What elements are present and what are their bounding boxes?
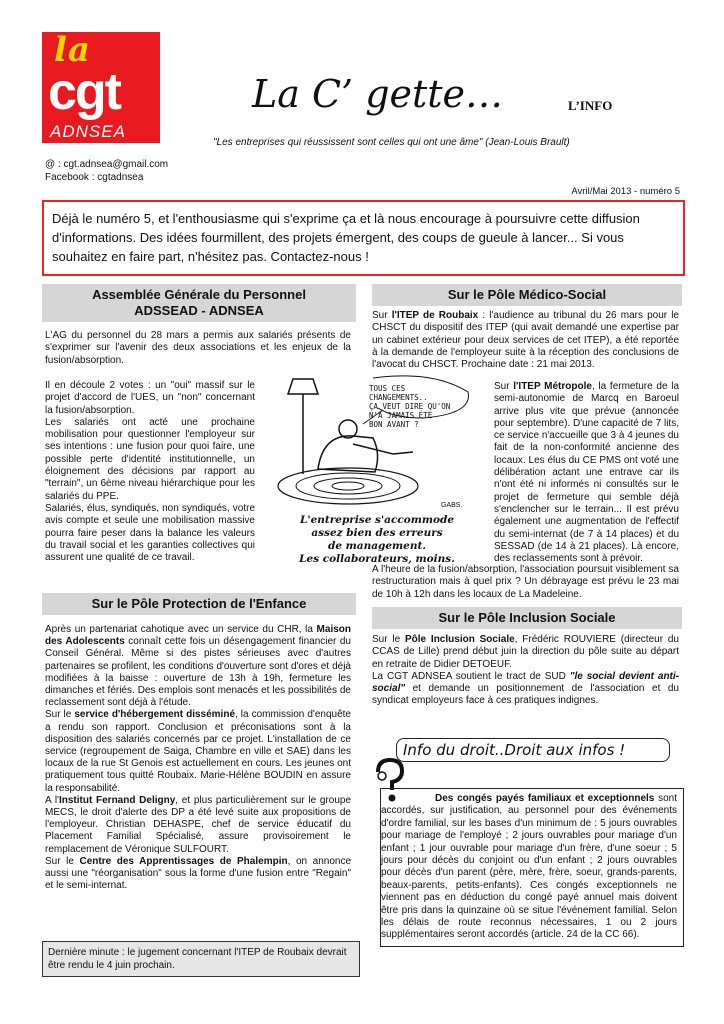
medico-body (372, 310, 679, 371)
enfance-paragraph: Sur le service d'hébergement disséminé, la commission d'enquête a rendu son rapport. Conclusion et préconisations sont à la disposition des salariés concernés par ce projet. L'installation de ce service (regroupement de Saiga, Chambre en ville et SAE) dans les locaux de la rue St Genois est actuellement en cours. Les jeunes ont pratiquement tous quitté Roubaix. Marie-Hélène BOUDIN en assure la responsabilité. (45, 709, 351, 794)
issue-date: Avril/Mai 2013 - numéro 5 (571, 186, 680, 197)
intro-box: Déjà le numéro 5, et l'enthousiasme qui s'exprime ça et là nous encourage à poursuivre cette diffusion d'informations. Des idées fourmillent, des projets émergent, des coups de gueule à lancer... Si vous souhaitez en faire part, n'hésitez pas. Contactez-nous ! (42, 200, 685, 276)
droit-header: Info du droit..Droit aux infos ! (396, 738, 670, 762)
ag-paragraph: Salariés, élus, syndiqués, non syndiqués, votre avis compte et seule une mobilisation massive pourra faire peser dans la balance les valeurs du travail social et les garanties collectives qui assurent une qualité de ce travail. (45, 502, 255, 564)
ag-body-narrow (45, 380, 255, 564)
ag-paragraph: Les salariés ont acté une prochaine mobilisation pour questionner l'employeur sur ses intentions : une fusion pour quoi faire, une possible perte d'identité institutionnelle, un éloignement des décisions par rapport au "terrain", un 6ème niveau hiérarchique pour les salariés du PPE. (45, 416, 255, 502)
medico-body-end (372, 564, 679, 601)
contact-facebook[interactable]: Facebook : cgtadnsea (45, 172, 144, 183)
inclusion-section-header: Sur le Pôle Inclusion Sociale (372, 607, 682, 629)
cgt-logo (42, 32, 160, 143)
last-minute-box: Dernière minute : le jugement concernant l'ITEP de Roubaix devrait être rendu le 4 juin prochain. (42, 941, 360, 977)
medico-section-header: Sur le Pôle Médico-Social (372, 284, 682, 306)
conges-text (381, 793, 677, 942)
conges-box (380, 788, 684, 947)
medico-paragraph: A l'heure de la fusion/absorption, l'association poursuit visiblement sa restructuration mais à quel prix ? Un débrayage est prévu le 23 mai de 10h à 12h dans les locaux de La Madeleine. (372, 564, 679, 600)
cartoon-caption: L'entreprise s'accommode assez bien des erreurs de management. Les collaborateurs, moins. (299, 514, 455, 565)
ag-paragraph: Il en découle 2 votes : un "oui" massif sur le projet d'accord de l'UES, un "non" concernant la fusion/absorption. (45, 380, 255, 416)
medico-paragraph: Sur l'ITEP Métropole, la fermeture de la semi-autonomie de Marcq en Baroeul arrive plus vite que prévue (annoncée pour septembre). D'une capacité de 7 lits, ce service n'accueille que 3 à 4 jeunes du fait de la non-conformité ancienne des locaux. Les élus du CE PMS ont voté une délibération actant une entrave car ils n'ont été ni informés ni consultés sur le projet de fermeture qui semble déjà s'enclencher sur le terrain... Il est prévu également une augmentation de l'effectif du semi-internat (de 7 à 14 places) et du SESSAD (de 14 à 21 places). Là encore, des reclassements sont à prévoir. (494, 381, 680, 565)
ag-title: Assemblée Générale du Personnel (92, 287, 306, 302)
cartoon-signature: GABS. (441, 502, 463, 509)
newsletter-subtitle: L’INFO (568, 98, 613, 113)
cartoon-bubble: TOUS CES CHANGEMENTS.. ÇA VEUT DIRE QU'ON N'A JAMAIS ÉTÉ BON AVANT ? (369, 384, 451, 429)
ag-body (45, 330, 351, 367)
inclusion-paragraph: La CGT ADNSEA soutient le tract de SUD "le social devient anti-social" et demande un positionnement de l'association et du syndicat employeurs face à ces pratiques indignes. (372, 670, 679, 707)
inclusion-body (372, 634, 679, 708)
ag-title2: ADSSEAD - ADNSEA (134, 303, 264, 318)
conges-body: sont accordés, sur justification, au personnel pour des événements d'ordre familial, sur les bases d'un minimum de : 5 jours ouvrables pour mariage de l'employé ; 2 jours ouvrables pour mariage d'un enfant ; 1 jour ouvrable pour mariage d'un frère, d'une soeur ; 5 jours pour décès du conjoint ou d'un enfant ; 2 jours ouvrables pour décès d'un parent (père, mère, frère, soeur, grands-parents, beaux-parents, petits-enfants). Ces congés exceptionnels ne viennent pas en déduction du congé payé annuel mais doivent être pris dans la quinzaine où se situe l'événement familial. Selon les délais de route reconnus nécessaires, 1 ou 2 jours supplémentaires seront accordés (article. 24 de la CC 66). (381, 793, 678, 941)
ag-section-header (42, 284, 356, 322)
enfance-paragraph: A l'Institut Fernand Deligny, et plus particulièrement sur le groupe MECS, le droit d'alerte des DP a été levé suite aux propositions de l'employeur. Christian DEHASPE, chef de service éducatif du Placement Familial Spécialisé, assure provisoirement le remplacement de Véronique SULFOURT. (45, 794, 351, 855)
ag-paragraph: L'AG du personnel du 28 mars a permis aux salariés présents de s'exprimer sur l'avenir des deux associations et les enjeux de la fusion/absorption. (45, 330, 351, 366)
cartoon-illustration (263, 374, 491, 566)
logo-adnsea: ADNSEA (50, 122, 126, 141)
conges-heading: Des congés payés familiaux et exceptionnels (435, 793, 655, 804)
newsletter-title: La C’ gette… (252, 72, 504, 116)
contact-block (45, 158, 168, 184)
inclusion-paragraph: Sur le Pôle Inclusion Sociale, Frédéric ROUVIERE (directeur du CCAS de Lille) prend début juin la direction du pôle suite au départ en retraite de Didier DETOEUF. (372, 634, 679, 670)
header-quote: "Les entreprises qui réussissent sont celles qui ont une âme" (Jean-Louis Brault) (213, 137, 570, 148)
logo-cgt: cgt (48, 63, 120, 121)
contact-email[interactable]: @ : cgt.adnsea@gmail.com (45, 159, 169, 170)
enfance-section-header: Sur le Pôle Protection de l'Enfance (42, 593, 356, 615)
medico-body-narrow (494, 381, 679, 565)
enfance-paragraph: Après un partenariat cahotique avec un service du CHR, la Maison des Adolescents connaît cette fois un désengagement financier du Conseil Général. Même si des pistes sérieuses avec d'autres partenaires se profilent, les conditions d'ouverture sont d'ores et déjà modifiées à la baisse : ouverture de 13h à 19h, fermeture les dimanches et fériés. Des emplois sont menacés et les possibilités de reclassement sont déjà à l'étude. (45, 624, 351, 709)
logo-la: la (54, 32, 91, 70)
enfance-paragraph: Sur le Centre des Apprentissages de Phalempin, on annonce aussi une "réorganisation" sous la forme d'une fusion entre "Regain" et le semi-internat. (45, 855, 352, 892)
medico-paragraph: Sur l'ITEP de Roubaix : l'audience au tribunal du 26 mars pour le CHSCT du dispositif des ITEP (qui avait demandé une expertise par un cabinet extérieur pour deux services de cet ITEP), a été reportée à la demande de l'employeur suite à la réception des conclusions de l'avocat du CHSCT. Prochaine date : 21 mai 2013. (372, 310, 679, 371)
enfance-body (45, 624, 351, 892)
